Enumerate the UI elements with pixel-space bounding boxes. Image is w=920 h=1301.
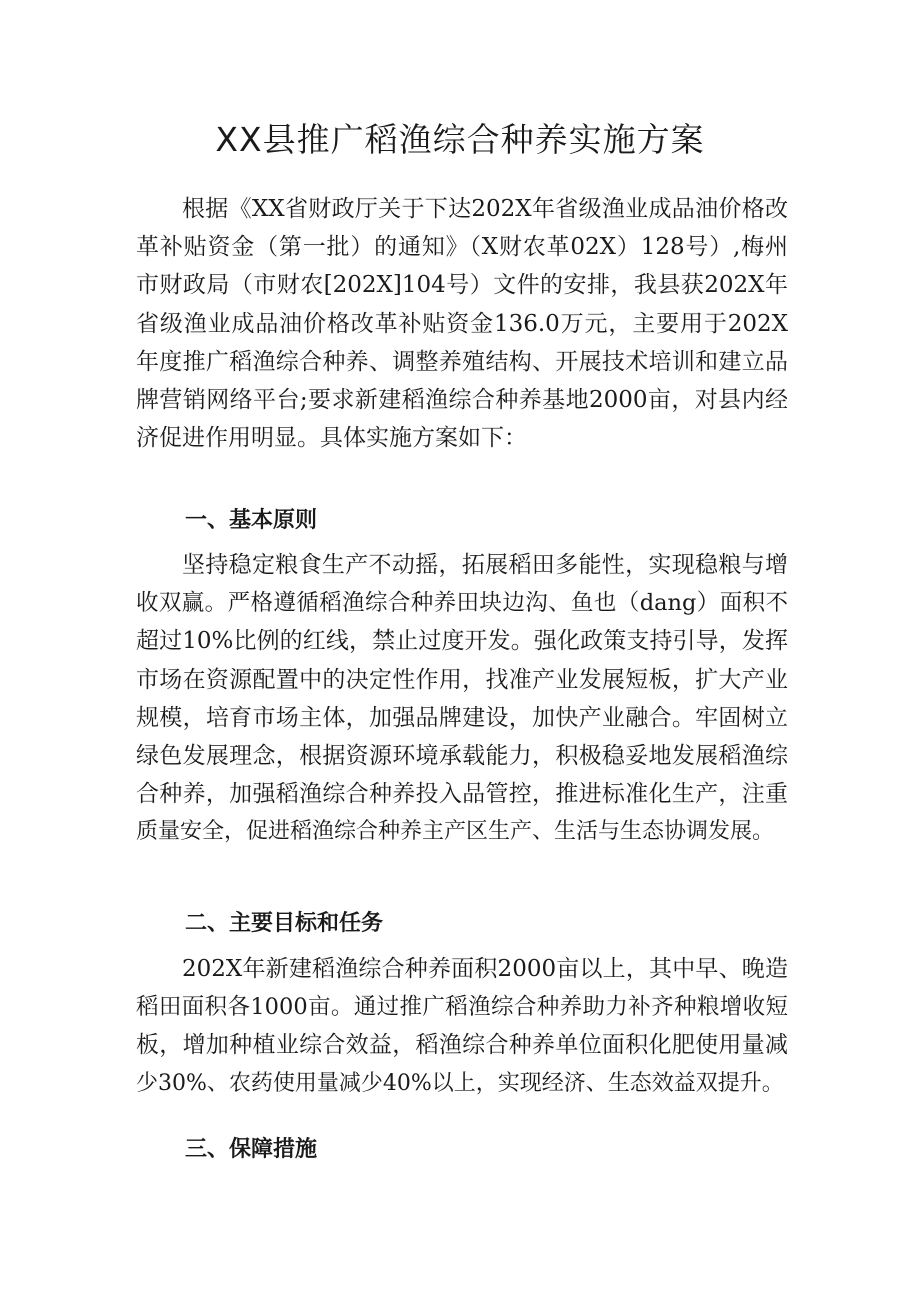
section2-line: 稻田面积各1000亩。通过推广稻渔综合种养助力补齐种粮增收短 xyxy=(136,994,788,1021)
section1-line: 绿色发展理念，根据资源环境承载能力，积极稳妥地发展稻渔综 xyxy=(136,742,788,769)
section2-line: 板，增加种植业综合效益，稻渔综合种养单位面积化肥使用量减 xyxy=(136,1032,788,1059)
section1-line: 规模，培育市场主体，加强品牌建设，加快产业融合。牢固树立 xyxy=(136,704,788,731)
intro-paragraph xyxy=(136,190,788,457)
section-heading-safeguards: 三、保障措施 xyxy=(185,1137,318,1162)
section-heading-basic-principles: 一、基本原则 xyxy=(185,508,318,533)
intro-line: 革补贴资金（第一批）的通知》（X财农革02X）128号）,梅州 xyxy=(136,234,788,261)
section-heading-goals-tasks: 二、主要目标和任务 xyxy=(185,911,384,936)
intro-line: 牌营销网络平台;要求新建稻渔综合种养基地2000亩，对县内经 xyxy=(136,386,788,413)
section2-line: 202X年新建稻渔综合种养面积2000亩以上，其中早、晚造 xyxy=(182,956,788,982)
section2-line: 少30%、农药使用量减少40%以上，实现经济、生态效益双提升。 xyxy=(136,1070,784,1096)
section1-line: 质量安全，促进稻渔综合种养主产区生产、生活与生态协调发展。 xyxy=(136,819,775,845)
section1-line: 市场在资源配置中的决定性作用，找准产业发展短板，扩大产业 xyxy=(136,666,788,693)
intro-line: 省级渔业成品油价格改革补贴资金136.0万元，主要用于202X xyxy=(136,310,788,337)
section1-line: 超过10%比例的红线，禁止过度开发。强化政策支持引导，发挥 xyxy=(136,628,788,655)
section1-paragraph xyxy=(136,546,788,852)
section2-paragraph xyxy=(136,950,788,1103)
intro-line: 济促进作用明显。具体实施方案如下： xyxy=(136,425,527,452)
document-title: XX县推广稻渔综合种养实施方案 xyxy=(215,120,705,159)
section1-line: 合种养，加强稻渔综合种养投入品管控，推进标准化生产，注重 xyxy=(136,781,788,808)
intro-line: 年度推广稻渔综合种养、调整养殖结构、开展技术培训和建立品 xyxy=(136,348,788,375)
intro-line: 市财政局（市财农[202X]104号）文件的安排，我县获202X年 xyxy=(136,272,788,299)
section1-line: 收双赢。严格遵循稻渔综合种养田块边沟、鱼也（dang）面积不 xyxy=(136,590,788,617)
section1-line: 坚持稳定粮食生产不动摇，拓展稻田多能性，实现稳粮与增 xyxy=(182,552,788,578)
intro-line: 根据《XX省财政厅关于下达202X年省级渔业成品油价格改 xyxy=(182,196,788,222)
